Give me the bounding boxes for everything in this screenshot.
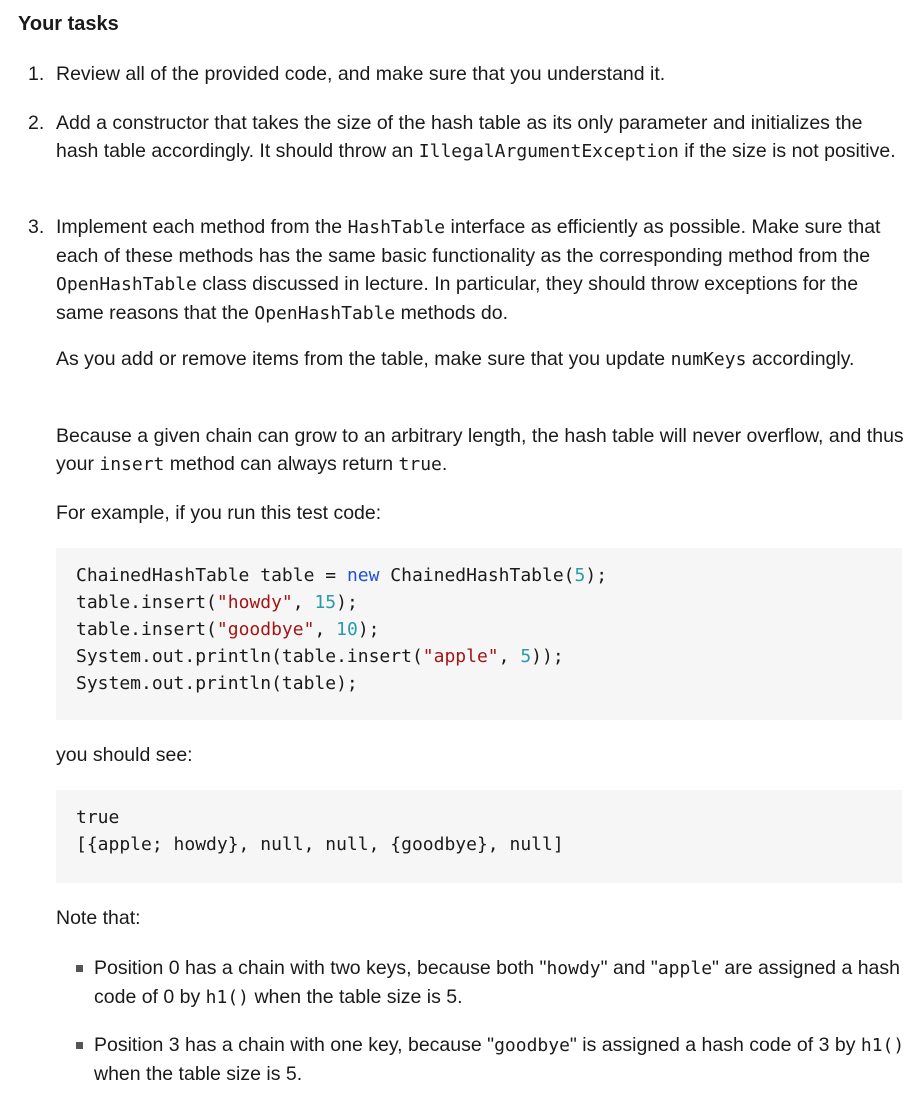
text-run: class discussed in lecture. In particular, they should throw exceptions for the same reasons that the <box>56 273 859 324</box>
code-token: ChainedHashTable( <box>379 565 575 586</box>
paragraph-should-see: you should see: <box>56 744 193 766</box>
task-text <box>56 213 908 328</box>
task-item-1 <box>28 60 908 88</box>
code-keyword: new <box>346 565 380 586</box>
task-number: 3. <box>28 216 45 238</box>
task-item-2 <box>28 109 908 166</box>
code-string: "howdy" <box>216 592 293 613</box>
code-number: 5 <box>520 646 532 667</box>
code-token: ); <box>585 565 608 586</box>
note-bullet-2 <box>76 1031 908 1088</box>
text-run: accordingly. <box>746 348 855 370</box>
code-token: , <box>498 646 521 667</box>
inline-code: HashTable <box>347 217 446 238</box>
text-run: interface as efficiently as possible. Make sure that each of these methods has the same basic functionality as the corresponding method from the <box>56 216 881 267</box>
text-run: . <box>441 453 448 475</box>
text-run: Position 3 has a chain with one key, because " <box>94 1034 495 1056</box>
paragraph-note: Note that: <box>56 907 141 929</box>
inline-code: h1() <box>205 987 250 1008</box>
inline-code: IllegalArgumentException <box>418 141 679 162</box>
inline-code: OpenHashTable <box>254 303 396 324</box>
task-item-3 <box>28 213 908 328</box>
task-text <box>56 109 908 166</box>
code-token: table.insert( <box>76 592 217 613</box>
text-run: when the table size is 5. <box>94 1063 303 1085</box>
code-line <box>76 616 882 643</box>
bullet-text <box>94 1031 908 1088</box>
output-line: [{apple; howdy}, null, null, {goodbye}, null] <box>76 834 564 855</box>
inline-code: insert <box>99 454 165 475</box>
task-number: 2. <box>28 112 45 134</box>
inline-code: h1() <box>860 1035 905 1056</box>
task-text: Review all of the provided code, and make sure that you understand it. <box>56 63 666 85</box>
paragraph-chain <box>56 422 906 479</box>
text-run: Position 0 has a chain with two keys, because both " <box>94 957 547 979</box>
inline-code: true <box>398 454 442 475</box>
code-token: ); <box>357 619 380 640</box>
text-run: " is assigned a hash code of 3 by <box>569 1034 861 1056</box>
code-line: System.out.println(table); <box>76 673 358 694</box>
note-bullet-1 <box>76 954 908 1012</box>
code-line <box>76 562 882 589</box>
text-run: method can always return <box>164 453 399 475</box>
code-token: , <box>292 592 315 613</box>
inline-code: howdy <box>546 958 601 979</box>
code-token: table.insert( <box>76 619 217 640</box>
text-run: methods do. <box>395 302 508 324</box>
bullet-icon <box>76 965 83 972</box>
code-line <box>76 589 882 616</box>
text-run: Because a given chain can grow to an arbitrary length, the hash table will never overflow, and thus your <box>56 425 904 475</box>
paragraph-example: For example, if you run this test code: <box>56 502 382 524</box>
code-token: )); <box>531 646 564 667</box>
code-token: System.out.println(table.insert( <box>76 646 423 667</box>
inline-code: goodbye <box>494 1035 570 1056</box>
code-number: 15 <box>314 592 337 613</box>
code-string: "goodbye" <box>216 619 315 640</box>
text-run: " and " <box>600 957 658 979</box>
text-run: " are assigned a hash code of 0 by <box>94 957 900 1008</box>
text-run: Implement each method from the <box>56 216 348 238</box>
task-number: 1. <box>28 63 45 85</box>
test-code-block <box>56 548 902 720</box>
inline-code: apple <box>657 958 713 979</box>
code-string: "apple" <box>422 646 499 667</box>
code-number: 5 <box>574 565 586 586</box>
text-run: Add a constructor that takes the size of the hash table as its only parameter and initializes the hash table accordingly. It should throw an <box>56 112 863 162</box>
paragraph-numkeys <box>56 345 906 374</box>
code-token: ChainedHashTable table = <box>76 565 347 586</box>
section-heading: Your tasks <box>18 13 119 35</box>
code-line <box>76 643 882 670</box>
text-run: if the size is not positive. <box>678 140 896 162</box>
text-run: when the table size is 5. <box>249 986 463 1008</box>
text-run: As you add or remove items from the table, make sure that you update <box>56 348 671 370</box>
output-line: true <box>76 807 120 828</box>
code-number: 10 <box>336 619 358 640</box>
bullet-text <box>94 954 908 1012</box>
output-block <box>56 790 902 883</box>
inline-code: numKeys <box>670 349 747 370</box>
bullet-icon <box>76 1042 83 1049</box>
inline-code: OpenHashTable <box>56 274 197 295</box>
code-token: , <box>314 619 337 640</box>
code-token: ); <box>336 592 358 613</box>
